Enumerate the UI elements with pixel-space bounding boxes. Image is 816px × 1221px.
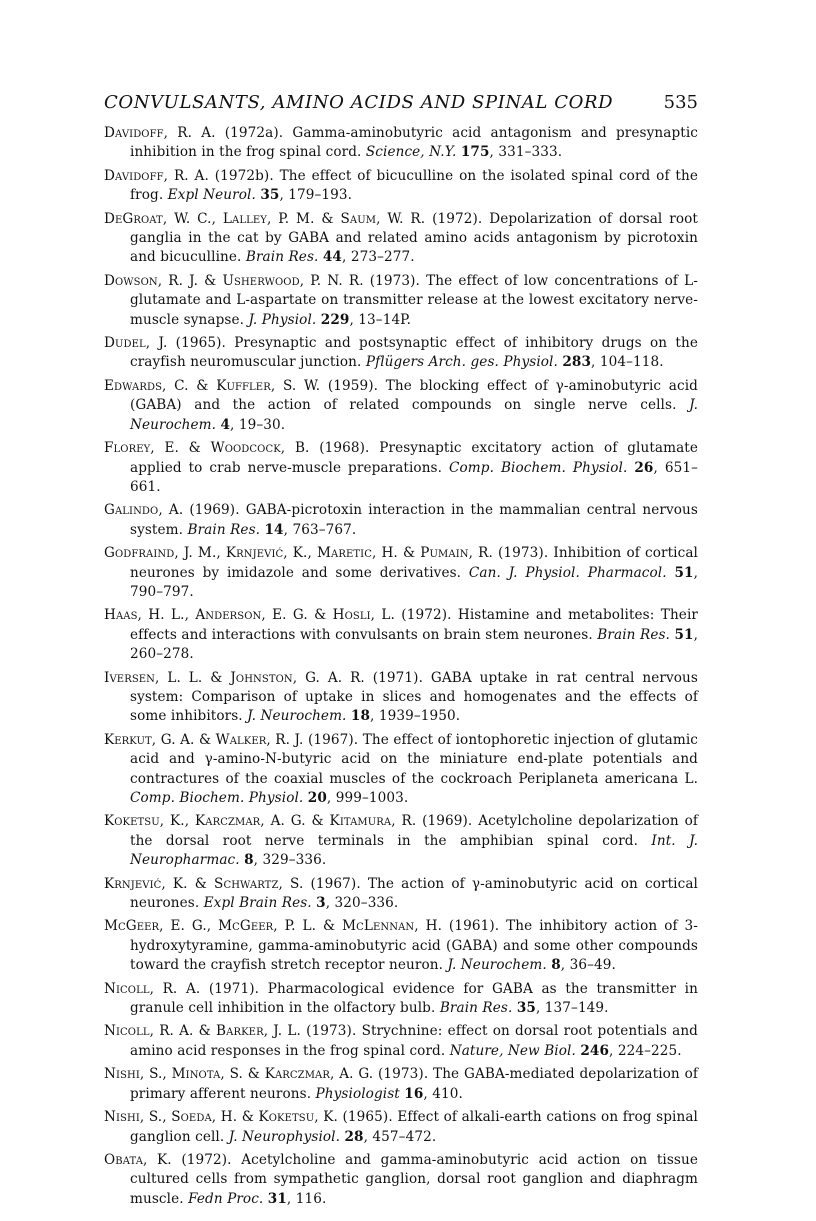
reference-title: Presynaptic and postsynaptic effect of inhibitory drugs on the crayfish neuromuscular junction.: [130, 335, 698, 371]
reference-journal: Pflügers Arch. ges. Physiol.: [365, 354, 558, 371]
reference-year: (1972b).: [208, 167, 280, 184]
reference-volume: 3: [316, 895, 326, 912]
reference-year: (1972a).: [215, 125, 293, 141]
reference-year: (1973).: [300, 1023, 362, 1040]
page: [104, 86, 698, 1213]
reference-authors: Krnjević, K. & Schwartz, S.: [104, 875, 304, 892]
reference-year: (1965).: [167, 335, 235, 352]
reference-authors: Haas, H. L., Anderson, E. G. & Hosli, L.: [104, 607, 395, 624]
reference-pages: , 410.: [423, 1085, 463, 1102]
reference-pages: , 457–472.: [363, 1128, 437, 1145]
reference-volume: 229: [320, 311, 350, 328]
reference-volume: 283: [562, 354, 592, 371]
reference-year: (1961).: [442, 918, 507, 935]
reference-journal: J. Neurophysiol.: [228, 1128, 341, 1145]
reference-authors: Nishi, S., Minota, S. & Karczmar, A. G.: [104, 1066, 374, 1083]
reference-pages: , 763–767.: [283, 521, 357, 538]
reference-pages: , 104–118.: [591, 354, 664, 371]
reference-volume: 51: [674, 626, 694, 643]
reference-pages: , 260–278.: [130, 626, 699, 663]
reference-authors: Edwards, C. & Kuffler, S. W.: [104, 377, 321, 394]
reference-title: Effect of alkali-earth cations on frog spinal ganglion cell.: [130, 1109, 698, 1145]
reference-year: (1967).: [303, 731, 363, 748]
reference-entry: [104, 1065, 698, 1104]
reference-entry: [104, 606, 698, 664]
reference-volume: 44: [322, 249, 342, 266]
reference-journal: Physiologist: [315, 1085, 400, 1102]
reference-journal: Nature, New Biol.: [449, 1042, 576, 1059]
reference-title: Acetylcholine depolarization of the dorsal root nerve terminals in the amphibian spinal cord.: [130, 813, 698, 849]
reference-journal: Brain Res.: [245, 249, 319, 266]
reference-entry: [104, 669, 698, 727]
reference-year: (1972).: [425, 210, 490, 227]
reference-title: The effect of iontophoretic injection of glutamic acid and γ-amino-N-butyric acid on the miniature end-plate potentials and contractures of the coaxial muscles of the cockroach Periplaneta americana L.: [130, 731, 698, 787]
reference-title: Gamma-aminobutyric acid antagonism and presynaptic inhibition in the frog spinal cord.: [130, 125, 698, 161]
reference-pages: , 273–277.: [342, 249, 415, 266]
reference-volume: 35: [260, 187, 280, 204]
reference-journal: Int. J. Neuropharmac.: [130, 832, 698, 869]
reference-journal: Expl Neurol.: [167, 187, 256, 204]
reference-authors: Davidoff, R. A.: [104, 125, 216, 141]
reference-journal: J. Neurochem.: [447, 957, 547, 974]
reference-year: (1971).: [200, 980, 268, 997]
reference-pages: , 331–333.: [489, 144, 563, 161]
reference-pages: , 116.: [286, 1190, 327, 1207]
reference-year: (1969).: [183, 502, 246, 519]
reference-authors: Godfraind, J. M., Krnjević, K., Maretic, H. & Pumain, R.: [104, 545, 493, 562]
reference-authors: DeGroat, W. C., Lalley, P. M. & Saum, W. R.: [104, 210, 426, 227]
reference-pages: , 13–14P.: [349, 311, 412, 328]
reference-title: Acetylcholine and gamma-aminobutyric acid action on tissue cultured cells from sympathetic ganglion, dorsal root ganglion and diaphragm muscle.: [130, 1151, 698, 1207]
reference-entry: [104, 980, 698, 1019]
reference-journal: Science, N.Y.: [365, 144, 457, 161]
reference-journal: Brain Res.: [439, 1000, 513, 1017]
reference-authors: Davidoff, R. A.: [104, 167, 209, 184]
reference-entry: [104, 875, 698, 914]
reference-entry: [104, 272, 698, 330]
reference-pages: , 320–336.: [325, 895, 399, 912]
reference-year: (1972).: [171, 1151, 242, 1168]
reference-entry: [104, 334, 698, 373]
reference-title: The effect of bicuculline on the isolated spinal cord of the frog.: [130, 167, 698, 204]
reference-authors: Florey, E. & Woodcock, B.: [104, 440, 310, 457]
reference-authors: Nicoll, R. A. & Barker, J. L.: [104, 1023, 301, 1040]
reference-journal: Can. J. Physiol. Pharmacol.: [468, 564, 667, 581]
running-title: CONVULSANTS, AMINO ACIDS AND SPINAL CORD: [104, 92, 614, 113]
reference-entry: [104, 439, 698, 497]
reference-entry: [104, 124, 698, 163]
reference-pages: , 1939–1950.: [370, 708, 461, 725]
reference-journal: J. Neurochem.: [130, 397, 698, 433]
reference-volume: 8: [551, 957, 561, 974]
reference-year: (1972).: [394, 607, 458, 624]
reference-journal: J. Physiol.: [248, 311, 317, 328]
reference-volume: 246: [580, 1042, 610, 1059]
reference-pages: , 19–30.: [230, 416, 286, 433]
reference-title: GABA uptake in rat central nervous system: Comparison of uptake in slices and homogenates and the effects of some inhibitors.: [130, 669, 698, 725]
reference-authors: Obata, K.: [104, 1151, 172, 1168]
reference-volume: 31: [267, 1190, 287, 1207]
reference-journal: Fedn Proc.: [188, 1190, 264, 1207]
reference-title: The blocking effect of γ-aminobutyric acid (GABA) and the action of related compounds on single nerve cells.: [130, 377, 698, 414]
reference-entry: [104, 377, 698, 435]
reference-entry: [104, 1151, 698, 1209]
reference-title: Pharmacological evidence for GABA as the transmitter in granule cell inhibition in the olfactory bulb.: [130, 980, 698, 1017]
reference-journal: Brain Res.: [597, 626, 670, 643]
reference-year: (1968).: [309, 440, 380, 457]
reference-year: (1969).: [416, 813, 479, 830]
reference-volume: 20: [307, 790, 327, 806]
reference-list: [104, 124, 698, 1209]
reference-volume: 14: [264, 521, 284, 538]
reference-volume: 35: [516, 1000, 536, 1017]
reference-pages: , 224–225.: [609, 1042, 682, 1059]
reference-pages: , 999–1003.: [326, 790, 409, 806]
reference-entry: [104, 812, 698, 870]
reference-title: The GABA-mediated depolarization of primary afferent neurons.: [130, 1066, 698, 1102]
reference-entry: [104, 1108, 698, 1147]
reference-title: Presynaptic excitatory action of glutamate applied to crab nerve-muscle preparations.: [130, 440, 698, 476]
reference-entry: [104, 501, 698, 540]
reference-pages: , 790–797.: [130, 564, 699, 600]
reference-title: Histamine and metabolites: Their effects and interactions with convulsants on brain stem neurones.: [130, 607, 698, 643]
reference-volume: 28: [344, 1128, 364, 1145]
reference-journal: Comp. Biochem. Physiol.: [449, 459, 628, 476]
reference-title: Depolarization of dorsal root ganglia in the cat by GABA and related amino acids antagonism by picrotoxin and bicuculline.: [130, 210, 698, 266]
reference-volume: 16: [404, 1085, 424, 1102]
reference-pages: , 329–336.: [253, 852, 327, 869]
reference-volume: 4: [220, 416, 230, 433]
reference-pages: , 137–149.: [535, 1000, 609, 1017]
reference-volume: 26: [634, 459, 654, 476]
reference-year: (1971).: [364, 669, 431, 686]
page-number: 535: [663, 92, 698, 113]
reference-authors: Nishi, S., Soeda, H. & Koketsu, K.: [104, 1109, 338, 1126]
reference-volume: 175: [460, 144, 490, 161]
reference-title: The inhibitory action of 3-hydroxytyramine, gamma-aminobutyric acid (GABA) and some other compounds toward the crayfish stretch receptor neuron.: [130, 918, 698, 974]
reference-journal: Brain Res.: [187, 521, 261, 538]
reference-year: (1965).: [337, 1109, 398, 1126]
reference-entry: [104, 731, 698, 809]
reference-authors: Dowson, R. J. & Usherwood, P. N. R.: [104, 272, 364, 289]
reference-pages: , 179–193.: [279, 187, 353, 204]
reference-year: (1967).: [303, 875, 368, 892]
reference-authors: Galindo, A.: [104, 502, 184, 519]
reference-authors: Iversen, L. L. & Johnston, G. A. R.: [104, 669, 365, 686]
reference-entry: [104, 167, 698, 206]
reference-entry: [104, 1022, 698, 1061]
reference-authors: Dudel, J.: [104, 335, 168, 352]
reference-entry: [104, 544, 698, 602]
reference-title: Strychnine: effect on dorsal root potentials and amino acid responses in the frog spinal cord.: [130, 1023, 698, 1059]
reference-authors: Nicoll, R. A.: [104, 980, 201, 997]
reference-year: (1973).: [373, 1066, 434, 1083]
reference-volume: 8: [244, 852, 254, 869]
reference-volume: 18: [350, 708, 371, 725]
reference-title: The effect of low concentrations of L-glutamate and L-aspartate on transmitter release at the lowest excitatory nerve-muscle synapse.: [130, 272, 698, 328]
reference-year: (1973).: [492, 545, 554, 562]
reference-authors: McGeer, E. G., McGeer, P. L. & McLennan, H.: [104, 918, 442, 935]
reference-year: (1959).: [320, 377, 386, 394]
reference-journal: Comp. Biochem. Physiol.: [130, 790, 304, 806]
reference-title: GABA-picrotoxin interaction in the mammalian central nervous system.: [130, 502, 698, 538]
reference-volume: 51: [674, 564, 694, 581]
reference-journal: J. Neurochem.: [247, 708, 347, 725]
reference-entry: [104, 917, 698, 975]
reference-entry: [104, 210, 698, 268]
reference-authors: Kerkut, G. A. & Walker, R. J.: [104, 731, 304, 748]
reference-pages: , 36–49.: [560, 957, 616, 974]
reference-year: (1973).: [363, 272, 427, 289]
reference-journal: Expl Brain Res.: [203, 895, 312, 912]
reference-pages: , 651–661.: [130, 459, 698, 495]
reference-title: Inhibition of cortical neurones by imidazole and some derivatives.: [130, 545, 698, 581]
reference-authors: Koketsu, K., Karczmar, A. G. & Kitamura, R.: [104, 813, 417, 830]
reference-title: The action of γ-aminobutyric acid on cortical neurones.: [130, 875, 698, 912]
running-header: [104, 86, 698, 122]
